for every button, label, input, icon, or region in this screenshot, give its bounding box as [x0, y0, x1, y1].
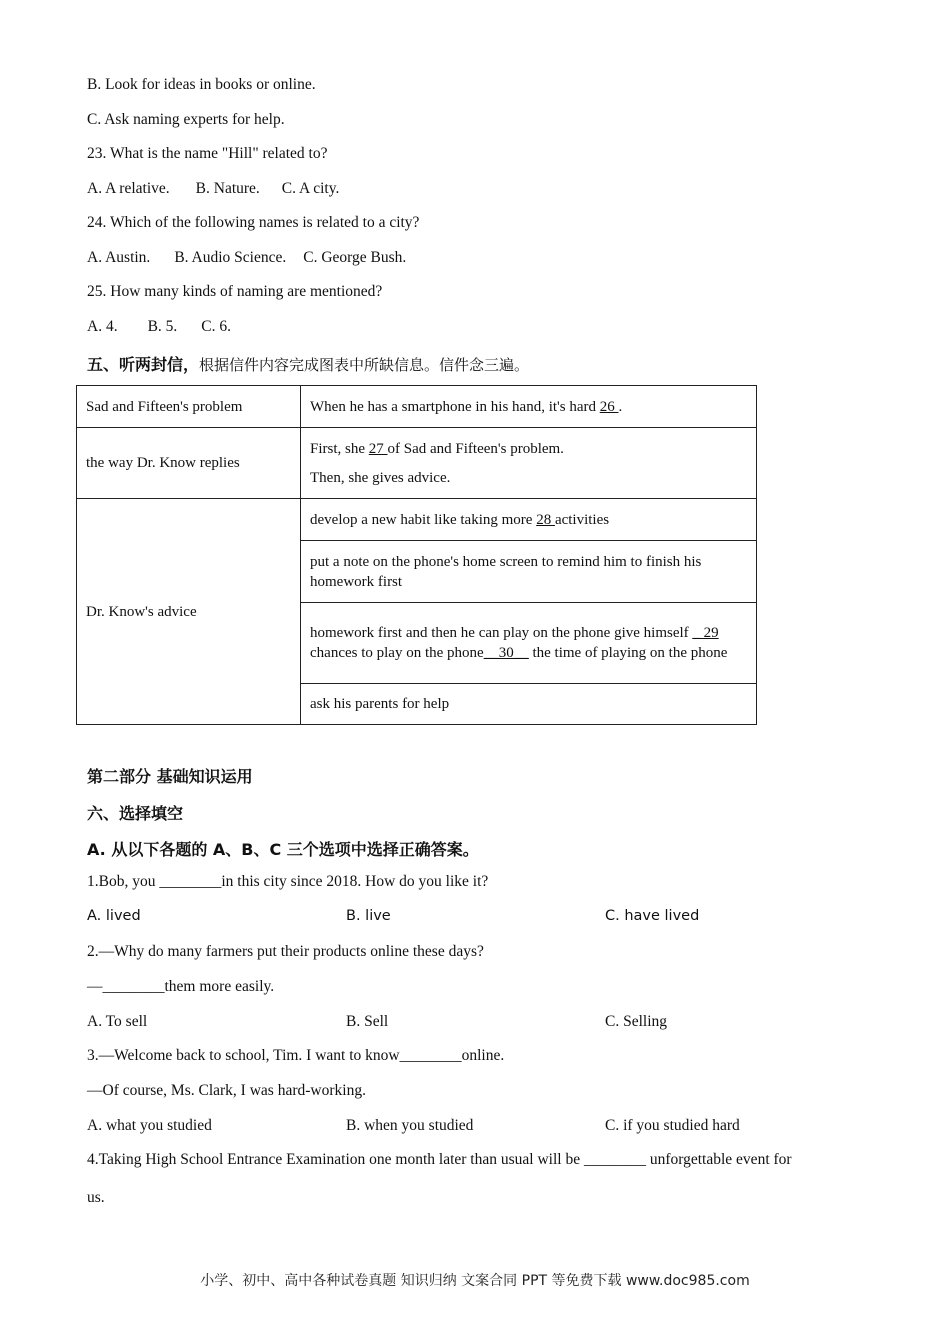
- q23-option-a: A. A relative.: [87, 180, 170, 197]
- mc-q4-question: 4.Taking High School Entrance Examination one month later than usual will be ________ unforgettable event for: [87, 1151, 792, 1168]
- table-row: [77, 428, 757, 499]
- row-content-problem: [301, 386, 757, 428]
- row-label-advice: Dr. Know's advice: [77, 499, 301, 725]
- advice-2: put a note on the phone's home screen to remind him to finish his homework first: [301, 541, 757, 603]
- replies-text: First, she: [310, 440, 369, 457]
- table-row: [77, 386, 757, 428]
- mc-q1-question: 1.Bob, you ________in this city since 2018. How do you like it?: [87, 873, 489, 890]
- sectionA-heading: A. 从以下各题的 A、B、C 三个选项中选择正确答案。: [87, 840, 479, 859]
- row-label-replies: the way Dr. Know replies: [77, 428, 301, 499]
- mc-q3-option-c: C. if you studied hard: [605, 1117, 740, 1134]
- mc-q2-option-b: B. Sell: [346, 1013, 389, 1030]
- q25-options: [87, 318, 231, 336]
- section5-instruction: 根据信件内容完成图表中所缺信息。信件念三遍。: [199, 356, 530, 374]
- q24-option-c: C. George Bush.: [303, 249, 407, 266]
- mc-q2-question: 2.—Why do many farmers put their products online these days?: [87, 943, 484, 960]
- problem-text: When he has a smartphone in his hand, it's hard: [310, 398, 600, 415]
- mc-q2-option-a: A. To sell: [87, 1013, 148, 1030]
- replies-line1: [310, 439, 747, 459]
- table-row: [77, 499, 757, 541]
- q24-options: [87, 249, 406, 267]
- problem-text-end: .: [618, 398, 623, 415]
- q23-option-b: B. Nature.: [195, 180, 260, 197]
- advice-3: [301, 603, 757, 684]
- mc-q3-option-a: A. what you studied: [87, 1117, 212, 1134]
- mc-q3-question: 3.—Welcome back to school, Tim. I want to know________online.: [87, 1047, 505, 1064]
- advice3-text-mid: chances to play on the phone: [310, 645, 484, 661]
- info-table: [76, 385, 757, 725]
- blank-29: _ 29: [692, 625, 719, 641]
- blank-26: 26: [599, 398, 619, 415]
- page-footer: 小学、初中、高中各种试卷真题 知识归纳 文案合同 PPT 等免费下载 www.doc985.com: [200, 1273, 750, 1289]
- mc-q1-option-b: B. live: [346, 908, 391, 924]
- section5-title: 五、听两封信，: [87, 355, 200, 374]
- mc-q4-question-cont: us.: [87, 1189, 105, 1206]
- q22-option-c: C. Ask naming experts for help.: [87, 111, 285, 128]
- advice-1: [301, 499, 757, 541]
- q25-option-b: B. 5.: [147, 318, 178, 335]
- advice3-text-end: the time of playing on the phone: [528, 645, 728, 661]
- advice1-text: develop a new habit like taking more: [310, 511, 537, 528]
- replies-text-end: of Sad and Fifteen's problem.: [387, 440, 564, 457]
- blank-27: 27: [368, 440, 388, 457]
- q24-question: 24. Which of the following names is related to a city?: [87, 214, 420, 231]
- q24-option-a: A. Austin.: [87, 249, 151, 266]
- row-label-problem: Sad and Fifteen's problem: [77, 386, 301, 428]
- mc-q1-option-c-text: C. have lived: [605, 908, 700, 924]
- mc-q3-answer: —Of course, Ms. Clark, I was hard-working.: [87, 1082, 366, 1099]
- blank-30: __30__: [483, 645, 529, 661]
- mc-q2-option-c: C. Selling: [605, 1013, 668, 1030]
- q24-option-b: B. Audio Science.: [174, 249, 287, 266]
- replies-line2: Then, she gives advice.: [310, 469, 451, 486]
- mc-q1-option-a: A. lived: [87, 908, 141, 924]
- q23-options: [87, 180, 339, 198]
- blank-28: 28: [536, 511, 555, 528]
- q23-question: 23. What is the name "Hill" related to?: [87, 145, 328, 162]
- mc-q1-option-c: [605, 908, 699, 924]
- advice3-text: homework first and then he can play on the phone give himself: [310, 625, 693, 641]
- q22-option-b: B. Look for ideas in books or online.: [87, 76, 316, 93]
- q23-option-c: C. A city.: [281, 180, 340, 197]
- mc-q3-option-b: B. when you studied: [346, 1117, 474, 1134]
- section6-heading: 六、选择填空: [87, 804, 184, 823]
- row-content-replies: [301, 428, 757, 499]
- section5-heading: [87, 352, 529, 375]
- q25-option-c: C. 6.: [201, 318, 232, 335]
- part2-heading: 第二部分 基础知识运用: [87, 767, 253, 786]
- advice1-text-end: activities: [554, 511, 610, 528]
- q25-question: 25. How many kinds of naming are mentioned?: [87, 283, 383, 300]
- advice-4: ask his parents for help: [301, 684, 757, 725]
- mc-q2-answer: —________them more easily.: [87, 978, 275, 995]
- q25-option-a: A. 4.: [87, 318, 118, 335]
